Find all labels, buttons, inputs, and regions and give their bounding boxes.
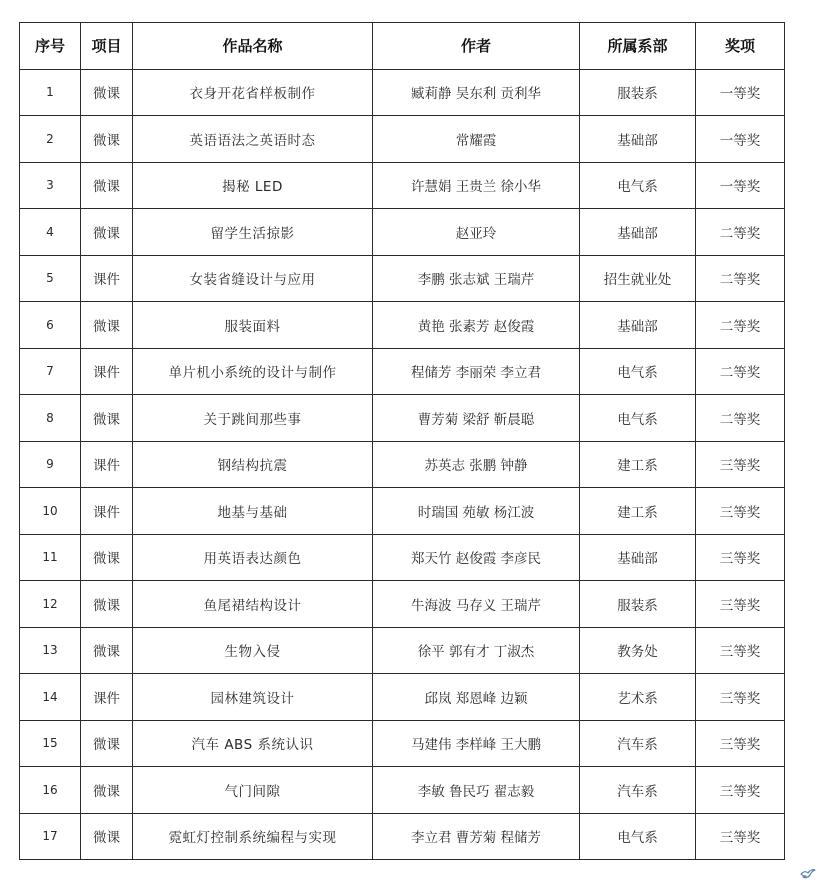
cell-authors: 邱岚 郑恩峰 边颖 [373, 674, 580, 721]
cell-no: 8 [20, 395, 81, 442]
table-row [20, 116, 785, 163]
cell-title: 生物入侵 [133, 627, 373, 674]
cell-dept: 招生就业处 [580, 255, 696, 302]
cell-authors: 常耀霞 [373, 116, 580, 163]
cell-title: 揭秘 LED [133, 162, 373, 209]
cell-award: 二等奖 [696, 255, 785, 302]
cell-dept: 基础部 [580, 209, 696, 256]
cell-no: 13 [20, 627, 81, 674]
table-row [20, 627, 785, 674]
cell-title: 鱼尾裙结构设计 [133, 581, 373, 628]
cell-dept: 教务处 [580, 627, 696, 674]
cell-award: 二等奖 [696, 209, 785, 256]
cell-dept: 汽车系 [580, 767, 696, 814]
cell-dept: 电气系 [580, 162, 696, 209]
cell-title: 留学生活掠影 [133, 209, 373, 256]
cell-title: 女装省缝设计与应用 [133, 255, 373, 302]
cell-award: 一等奖 [696, 69, 785, 116]
cell-type: 微课 [81, 395, 133, 442]
table-row [20, 69, 785, 116]
cell-dept: 建工系 [580, 441, 696, 488]
cell-authors: 李立君 曹芳菊 程储芳 [373, 813, 580, 860]
table-header [20, 23, 785, 70]
cell-award: 二等奖 [696, 302, 785, 349]
cell-dept: 电气系 [580, 813, 696, 860]
cell-title: 霓虹灯控制系统编程与实现 [133, 813, 373, 860]
cell-award: 三等奖 [696, 720, 785, 767]
award-table [19, 22, 785, 860]
cell-dept: 服装系 [580, 69, 696, 116]
cell-type: 微课 [81, 627, 133, 674]
cell-award: 三等奖 [696, 488, 785, 535]
cell-no: 4 [20, 209, 81, 256]
table-row [20, 581, 785, 628]
cell-no: 7 [20, 348, 81, 395]
cell-authors: 马建伟 李样峰 王大鹏 [373, 720, 580, 767]
cell-type: 微课 [81, 720, 133, 767]
header-authors: 作者 [373, 23, 580, 70]
table-row [20, 302, 785, 349]
cell-award: 三等奖 [696, 534, 785, 581]
cell-award: 三等奖 [696, 813, 785, 860]
cell-authors: 郑天竹 赵俊霞 李彦民 [373, 534, 580, 581]
cell-no: 12 [20, 581, 81, 628]
cell-award: 二等奖 [696, 348, 785, 395]
cell-title: 服装面料 [133, 302, 373, 349]
cell-dept: 基础部 [580, 302, 696, 349]
table-row [20, 395, 785, 442]
cell-dept: 汽车系 [580, 720, 696, 767]
cell-dept: 艺术系 [580, 674, 696, 721]
cell-title: 钢结构抗震 [133, 441, 373, 488]
cell-authors: 许慧娟 王贵兰 徐小华 [373, 162, 580, 209]
cell-no: 2 [20, 116, 81, 163]
cell-title: 衣身开花省样板制作 [133, 69, 373, 116]
table-row [20, 348, 785, 395]
cell-dept: 服装系 [580, 581, 696, 628]
table-row [20, 209, 785, 256]
cell-title: 单片机小系统的设计与制作 [133, 348, 373, 395]
cell-no: 10 [20, 488, 81, 535]
cell-no: 1 [20, 69, 81, 116]
header-type: 项目 [81, 23, 133, 70]
table-row [20, 720, 785, 767]
cell-award: 三等奖 [696, 767, 785, 814]
table-row [20, 488, 785, 535]
cell-type: 课件 [81, 348, 133, 395]
cell-title: 用英语表达颜色 [133, 534, 373, 581]
header-title: 作品名称 [133, 23, 373, 70]
cell-authors: 李敏 鲁民巧 翟志毅 [373, 767, 580, 814]
table-row [20, 674, 785, 721]
cell-award: 三等奖 [696, 441, 785, 488]
cell-authors: 赵亚玲 [373, 209, 580, 256]
cell-dept: 电气系 [580, 395, 696, 442]
cell-title: 地基与基础 [133, 488, 373, 535]
cell-no: 3 [20, 162, 81, 209]
cell-authors: 徐平 郭有才 丁淑杰 [373, 627, 580, 674]
cell-authors: 黄艳 张素芳 赵俊霞 [373, 302, 580, 349]
table-row [20, 813, 785, 860]
cell-title: 关于跳间那些事 [133, 395, 373, 442]
cell-no: 17 [20, 813, 81, 860]
cell-dept: 电气系 [580, 348, 696, 395]
table-row [20, 441, 785, 488]
cell-type: 课件 [81, 441, 133, 488]
cell-award: 一等奖 [696, 162, 785, 209]
header-award: 奖项 [696, 23, 785, 70]
cell-type: 课件 [81, 488, 133, 535]
table-row [20, 162, 785, 209]
cell-title: 气门间隙 [133, 767, 373, 814]
cell-authors: 李鹏 张志斌 王瑞芹 [373, 255, 580, 302]
table-row [20, 534, 785, 581]
cell-type: 微课 [81, 813, 133, 860]
cell-type: 微课 [81, 302, 133, 349]
cell-authors: 苏英志 张鹏 钟静 [373, 441, 580, 488]
cell-title: 英语语法之英语时态 [133, 116, 373, 163]
cell-type: 微课 [81, 209, 133, 256]
bird-icon [800, 866, 816, 880]
cell-no: 6 [20, 302, 81, 349]
cell-award: 三等奖 [696, 627, 785, 674]
cell-award: 三等奖 [696, 674, 785, 721]
header-dept: 所属系部 [580, 23, 696, 70]
cell-authors: 时瑞国 苑敏 杨江波 [373, 488, 580, 535]
cell-no: 9 [20, 441, 81, 488]
cell-authors: 臧莉静 吴东利 贡利华 [373, 69, 580, 116]
cell-title: 汽车 ABS 系统认识 [133, 720, 373, 767]
cell-type: 微课 [81, 767, 133, 814]
table-row [20, 767, 785, 814]
cell-authors: 牛海波 马存义 王瑞芹 [373, 581, 580, 628]
cell-dept: 基础部 [580, 534, 696, 581]
cell-no: 11 [20, 534, 81, 581]
cell-dept: 建工系 [580, 488, 696, 535]
cell-type: 微课 [81, 162, 133, 209]
cell-award: 一等奖 [696, 116, 785, 163]
table-body [20, 69, 785, 860]
header-no: 序号 [20, 23, 81, 70]
cell-type: 微课 [81, 69, 133, 116]
table-row [20, 255, 785, 302]
cell-type: 微课 [81, 534, 133, 581]
cell-award: 二等奖 [696, 395, 785, 442]
cell-type: 课件 [81, 674, 133, 721]
cell-authors: 程储芳 李丽荣 李立君 [373, 348, 580, 395]
cell-type: 微课 [81, 581, 133, 628]
cell-no: 5 [20, 255, 81, 302]
cell-no: 14 [20, 674, 81, 721]
cell-type: 课件 [81, 255, 133, 302]
cell-type: 微课 [81, 116, 133, 163]
cell-dept: 基础部 [580, 116, 696, 163]
cell-authors: 曹芳菊 梁舒 靳晨聪 [373, 395, 580, 442]
cell-award: 三等奖 [696, 581, 785, 628]
cell-title: 园林建筑设计 [133, 674, 373, 721]
cell-no: 16 [20, 767, 81, 814]
header-row [20, 23, 785, 70]
cell-no: 15 [20, 720, 81, 767]
